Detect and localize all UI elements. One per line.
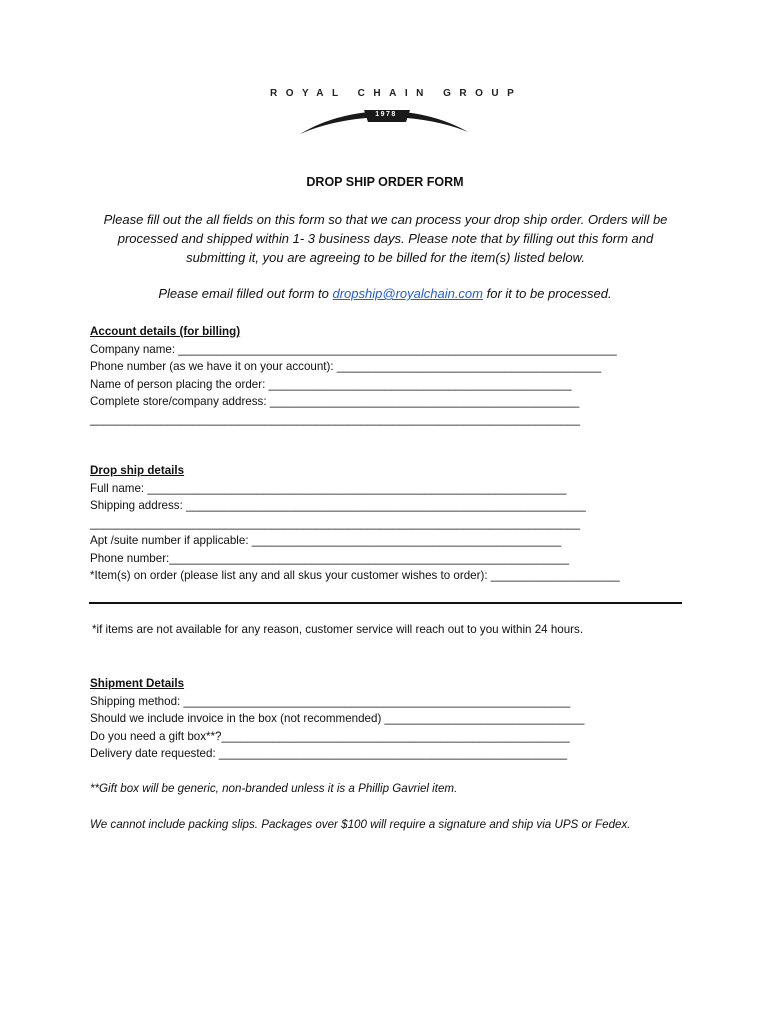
email-prefix: Please email filled out form to (158, 286, 333, 301)
intro-paragraph: Please fill out the all fields on this form so that we can process your drop ship order. Orders will be processed and shipped within 1- 3 business days. Please note that by filling out this form and submitting it, you are agreeing to be billed for the item(s) listed below. (103, 212, 668, 265)
form-title: DROP SHIP ORDER FORM (306, 175, 464, 189)
drop-ship-section (90, 462, 690, 585)
gift-box-field[interactable]: Do you need a gift box**?______________________________________________________ (90, 729, 570, 743)
shipment-details-section (90, 675, 690, 763)
section-divider (89, 602, 682, 604)
logo-year: 1978 (375, 111, 397, 118)
phone-number-field[interactable]: Phone number (as we have it on your account): _________________________________________ (90, 360, 602, 373)
dropship-heading: Drop ship details (90, 464, 185, 477)
packing-slip-note: We cannot include packing slips. Packages over $100 will require a signature and ship via UPS or Fedex. (90, 818, 631, 831)
logo-name: ROYAL CHAIN GROUP (270, 88, 523, 99)
shipping-address-field[interactable]: Shipping address: ______________________________________________________________ (90, 499, 586, 512)
shipment-heading: Shipment Details (90, 677, 185, 690)
company-name-field[interactable]: Company name: ____________________________________________________________________ (90, 342, 617, 356)
delivery-date-field[interactable]: Delivery date requested: ______________________________________________________ (90, 747, 568, 760)
shipping-method-field[interactable]: Shipping method: ____________________________________________________________ (90, 694, 571, 708)
invoice-in-box-field[interactable]: Should we include invoice in the box (not recommended) _______________________________ (90, 712, 585, 725)
email-instruction (60, 286, 710, 301)
apt-suite-field[interactable]: Apt /suite number if applicable: ________________________________________________ (90, 534, 562, 547)
account-heading: Account details (for billing) (90, 325, 241, 338)
logo-arc-icon (270, 102, 500, 138)
person-name-field[interactable]: Name of person placing the order: _______________________________________________ (90, 377, 572, 391)
store-address-line2-field[interactable]: ____________________________________________________________________________ (90, 412, 581, 426)
shipping-address-line2-field[interactable]: ____________________________________________________________________________ (90, 516, 581, 530)
store-address-field[interactable]: Complete store/company address: ________________________________________________ (90, 395, 580, 408)
availability-note: *if items are not available for any reason, customer service will reach out to you within 24 hours. (92, 623, 584, 636)
royal-chain-logo (270, 88, 523, 140)
email-suffix: for it to be processed. (483, 286, 612, 301)
email-link[interactable]: dropship@royalchain.com (332, 286, 483, 301)
full-name-field[interactable]: Full name: _________________________________________________________________ (90, 481, 567, 495)
items-on-order-field[interactable]: *Item(s) on order (please list any and all skus your customer wishes to order): ____________________ (90, 569, 620, 582)
gift-box-note: **Gift box will be generic, non-branded unless it is a Phillip Gavriel item. (90, 782, 458, 795)
account-details-section (90, 323, 690, 428)
dropship-phone-field[interactable]: Phone number:______________________________________________________________ (90, 551, 570, 565)
